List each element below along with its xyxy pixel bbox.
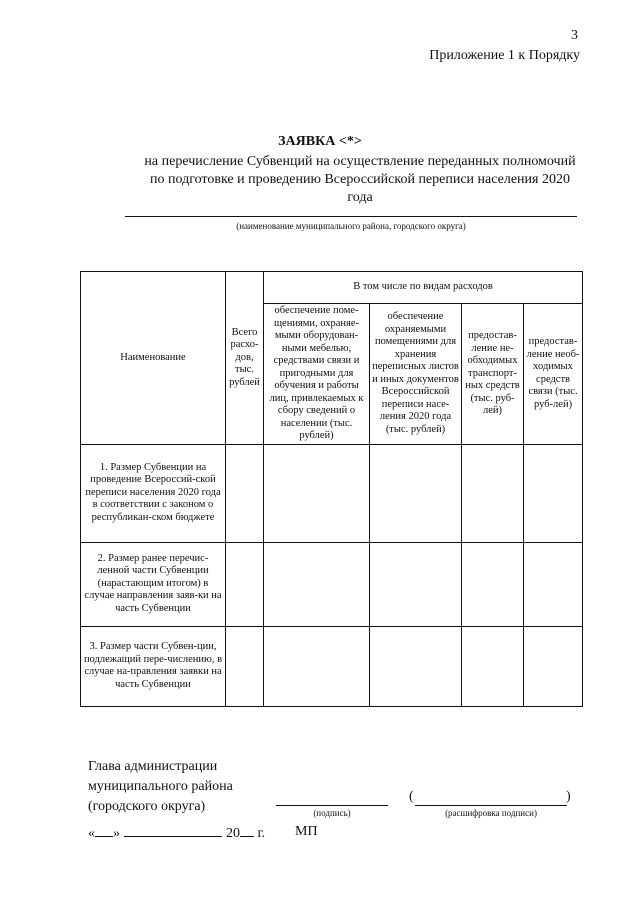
subheader-premises: обеспечение поме-щениями, охраняе-мыми оборудован-ными мебелью, средствами связи и пригодными для обучения и работы лиц, привлекаемых к сбору сведений о населении (тыс. рублей): [264, 304, 370, 445]
table-cell[interactable]: [226, 626, 264, 706]
signatory-line: муниципального района: [88, 779, 233, 794]
document-title: ЗАЯВКА <*>: [278, 134, 362, 149]
year-prefix: 20: [226, 826, 240, 841]
request-table: [80, 271, 583, 707]
header-total: Всего расхо-дов, тыс. рублей: [226, 272, 264, 445]
subheader-communication: предостав-ление необ-ходимых средств связи (тыс. руб-лей): [524, 304, 583, 445]
subheader-storage: обеспечение охраняемыми помещениями для хранения переписных листов и иных документов Всероссийской переписи насе-ления 2020 года (тыс. рублей): [370, 304, 462, 445]
table-cell[interactable]: [264, 444, 370, 542]
table-cell[interactable]: [370, 444, 462, 542]
subheader-transport: предостав-ление не-обходимых транспорт-ных средств (тыс. руб-лей): [462, 304, 524, 445]
signature-caption: (подпись): [313, 808, 351, 818]
table-cell[interactable]: [370, 542, 462, 626]
table-header-row: [81, 272, 583, 304]
table-cell[interactable]: [462, 444, 524, 542]
date-open-quote: «: [88, 826, 95, 841]
table-cell[interactable]: [226, 444, 264, 542]
date-close-quote: »: [113, 826, 120, 841]
table-cell[interactable]: [462, 542, 524, 626]
table-cell[interactable]: [226, 542, 264, 626]
municipality-name-line: [125, 216, 577, 217]
month-blank[interactable]: [124, 824, 222, 837]
municipality-name-caption: (наименование муниципального района, городского округа): [236, 221, 466, 231]
year-blank[interactable]: [240, 824, 254, 837]
signature-decode-caption: (расшифровка подписи): [445, 808, 537, 818]
table-cell[interactable]: [264, 626, 370, 706]
row-label: 1. Размер Субвенции на проведение Всероссий-ской переписи населения 2020 года в соответствии с законом о республикан-ском бюджете: [81, 444, 226, 542]
table-cell[interactable]: [264, 542, 370, 626]
day-blank[interactable]: [95, 824, 113, 837]
stamp-place-label: МП: [295, 824, 318, 839]
decode-close-paren: ): [566, 789, 571, 804]
table-cell[interactable]: [462, 626, 524, 706]
table-cell[interactable]: [524, 626, 583, 706]
signatory-line: (городского округа): [88, 799, 206, 814]
signature-decode-line[interactable]: [415, 805, 567, 806]
row-label: 3. Размер части Субвен-ции, подлежащий пере-числению, в случае на-правления заявки на часть Субвенции: [81, 626, 226, 706]
header-name: Наименование: [81, 272, 226, 445]
row-label: 2. Размер ранее перечис-ленной части Субвенции (нарастающим итогом) в случае направления заяв-ки на часть Субвенции: [81, 542, 226, 626]
decode-open-paren: (: [409, 789, 414, 804]
appendix-label: Приложение 1 к Порядку: [429, 48, 580, 63]
signatory-line: Глава администрации: [88, 759, 218, 774]
table-row: [81, 444, 583, 542]
signature-line[interactable]: [276, 805, 388, 806]
document-subtitle: на перечисление Субвенций на осуществление переданных полномочий по подготовке и проведению Всероссийской переписи населения 2020 года: [144, 154, 576, 205]
date-line: [88, 824, 265, 842]
signatory-block: [88, 757, 233, 817]
table-row: [81, 542, 583, 626]
year-suffix: г.: [257, 826, 266, 841]
table-cell[interactable]: [524, 542, 583, 626]
header-group: В том числе по видам расходов: [264, 272, 583, 304]
page-number: 3: [571, 28, 578, 43]
table-row: [81, 626, 583, 706]
table-cell[interactable]: [370, 626, 462, 706]
table-cell[interactable]: [524, 444, 583, 542]
